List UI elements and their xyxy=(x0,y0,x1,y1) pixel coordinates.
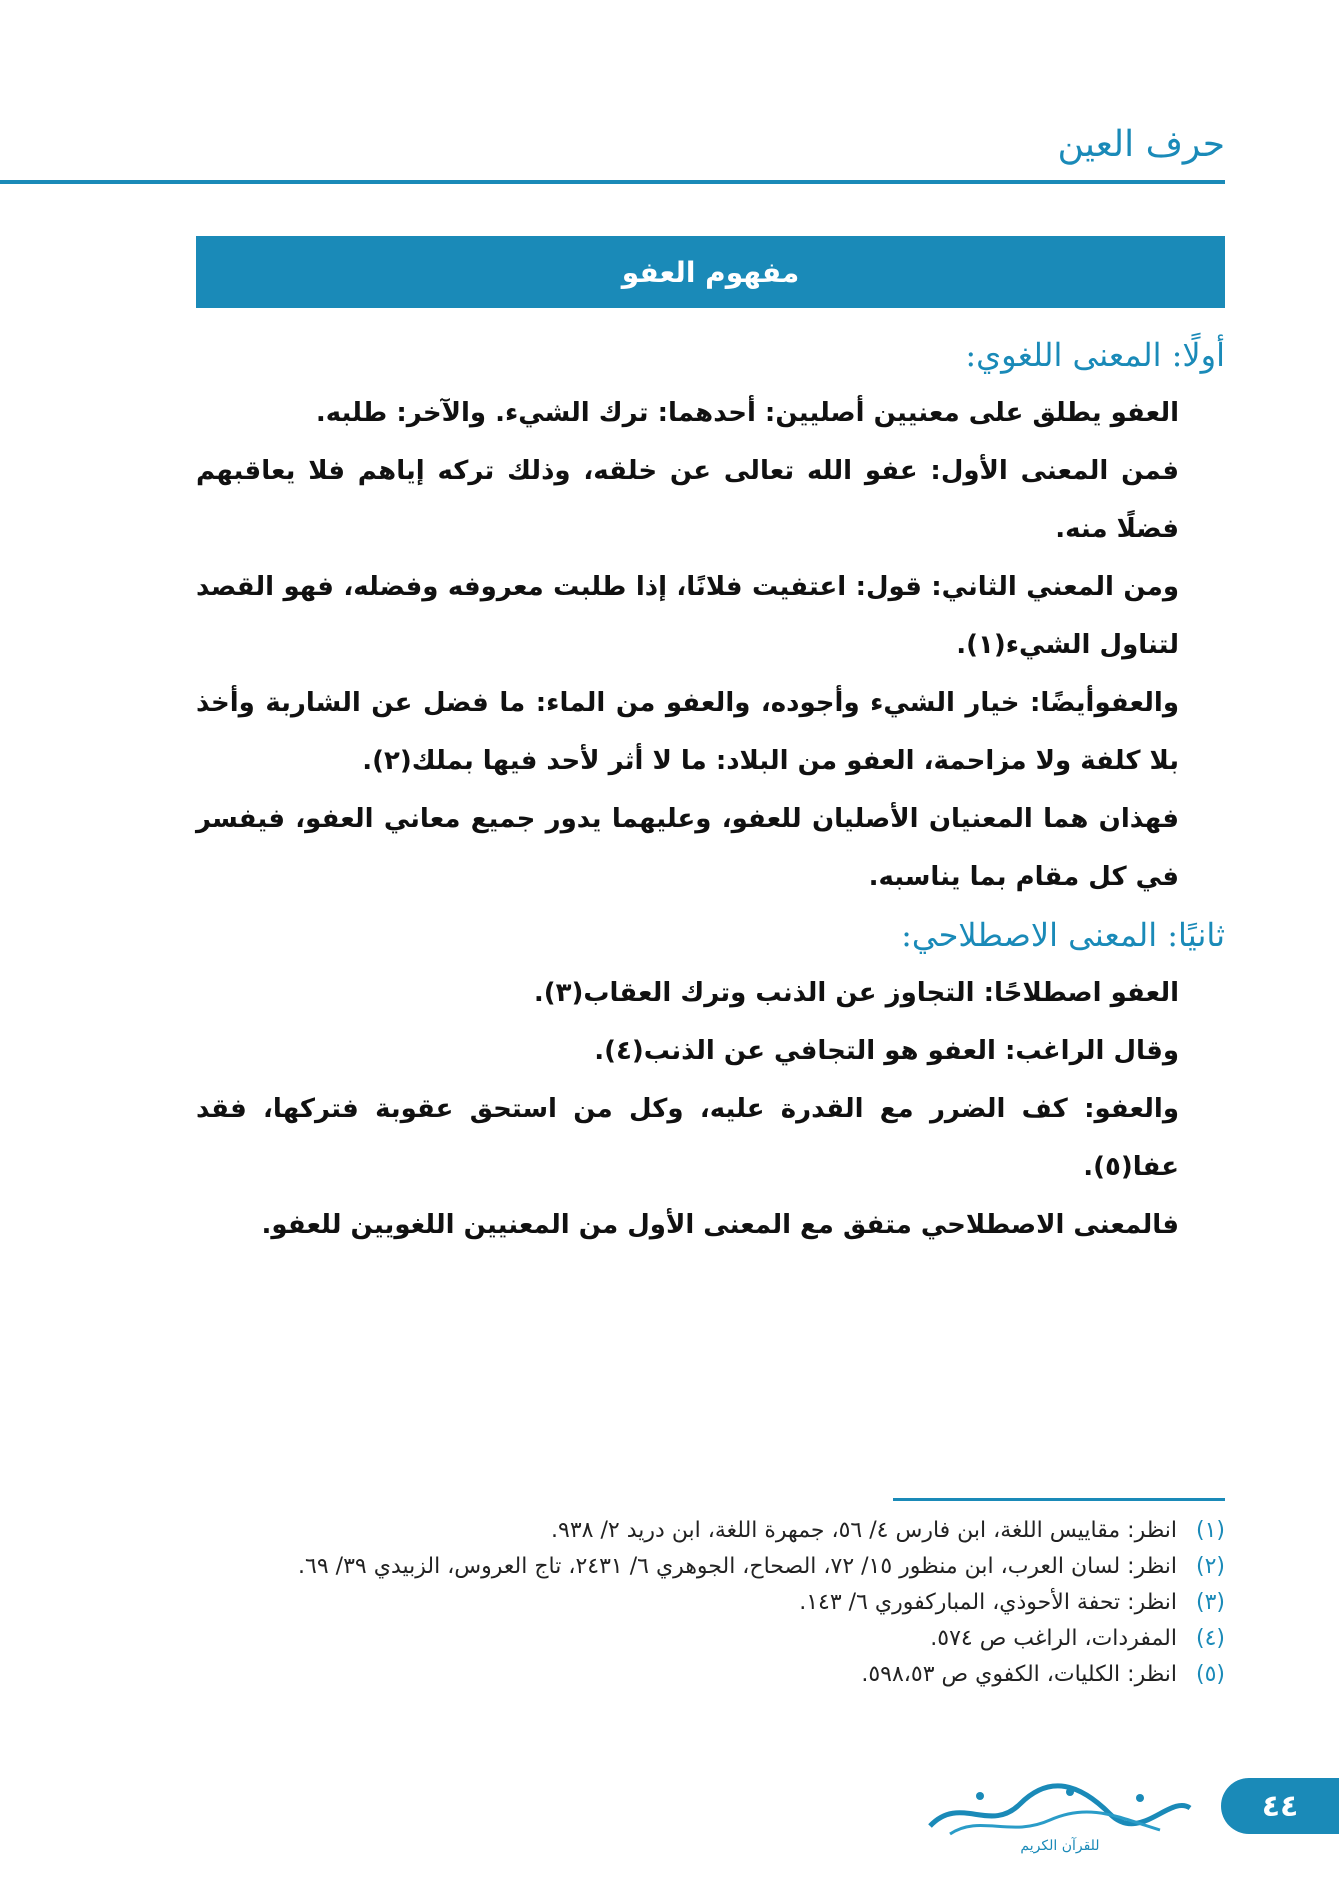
paragraph: العفو يطلق على معنيين أصليين: أحدهما: ترك الشيء. والآخر: طلبه. xyxy=(315,398,1179,428)
paragraph: ومن المعني الثاني: قول: اعتفيت فلانًا، إذا طلبت معروفه وفضله، فهو القصد لتناول الشيء(١). xyxy=(196,572,1179,660)
footnote-number: (١) xyxy=(1195,1518,1225,1543)
chapter-title: حرف العين xyxy=(1057,124,1225,165)
header-divider xyxy=(0,180,1225,184)
terminological-paragraphs xyxy=(196,964,1225,1254)
footnote-divider xyxy=(893,1498,1225,1501)
footnote-number: (٣) xyxy=(1195,1590,1225,1615)
paragraph: وقال الراغب: العفو هو التجافي عن الذنب(٤). xyxy=(594,1036,1179,1066)
footnote-text: انظر: الكليات، الكفوي ص ٥٩٨،٥٣. xyxy=(861,1662,1177,1687)
footnote-text: انظر: مقاييس اللغة، ابن فارس ٤/ ٥٦، جمهرة اللغة، ابن دريد ٢/ ٩٣٨. xyxy=(551,1518,1177,1543)
paragraph: فمن المعنى الأول: عفو الله تعالى عن خلقه، وذلك تركه إياهم فلا يعاقبهم فضلًا منه. xyxy=(196,456,1179,544)
footnote-number: (٤) xyxy=(1195,1626,1225,1651)
footnote xyxy=(196,1585,1225,1621)
lexical-meaning-heading: أولًا: المعنى اللغوي: xyxy=(965,336,1225,374)
page-number: ٤٤ xyxy=(1221,1778,1339,1834)
encyclopedia-logo xyxy=(920,1774,1200,1854)
footnote xyxy=(196,1513,1225,1549)
paragraph: العفو اصطلاحًا: التجاوز عن الذنب وترك العقاب(٣). xyxy=(533,978,1179,1008)
footnote-text: انظر: تحفة الأحوذي، المباركفوري ٦/ ١٤٣. xyxy=(799,1590,1177,1615)
footnote-number: (٥) xyxy=(1195,1662,1225,1687)
paragraph: فالمعنى الاصطلاحي متفق مع المعنى الأول من المعنيين اللغويين للعفو. xyxy=(261,1210,1179,1240)
footnotes xyxy=(196,1498,1225,1693)
terminological-meaning-heading: ثانيًا: المعنى الاصطلاحي: xyxy=(901,916,1225,954)
footnote-text: المفردات، الراغب ص ٥٧٤. xyxy=(930,1626,1177,1651)
section-title-banner: مفهوم العفو xyxy=(196,236,1225,308)
paragraph: فهذان هما المعنيان الأصليان للعفو، وعليهما يدور جميع معاني العفو، فيفسر في كل مقام بما يناسبه. xyxy=(196,804,1179,892)
lexical-paragraphs xyxy=(196,384,1225,906)
main-content xyxy=(196,336,1225,1264)
footnote xyxy=(196,1621,1225,1657)
footnote-text: انظر: لسان العرب، ابن منظور ١٥/ ٧٢، الصحاح، الجوهري ٦/ ٢٤٣١، تاج العروس، الزبيدي ٣٩/ ٦٩. xyxy=(298,1554,1177,1579)
footnote-number: (٢) xyxy=(1195,1554,1225,1579)
logo-subtext: للقرآن الكريم xyxy=(1020,1838,1100,1854)
logo-calligraphy-icon xyxy=(920,1774,1200,1854)
paragraph: والعفوأيضًا: خيار الشيء وأجوده، والعفو من الماء: ما فضل عن الشاربة وأخذ بلا كلفة ولا مزاحمة، العفو من البلاد: ما لا أثر لأحد فيها بملك(٢). xyxy=(196,688,1179,776)
paragraph: والعفو: كف الضرر مع القدرة عليه، وكل من استحق عقوبة فتركها، فقد عفا(٥). xyxy=(196,1094,1179,1182)
footnote xyxy=(196,1549,1225,1585)
footnote xyxy=(196,1657,1225,1693)
